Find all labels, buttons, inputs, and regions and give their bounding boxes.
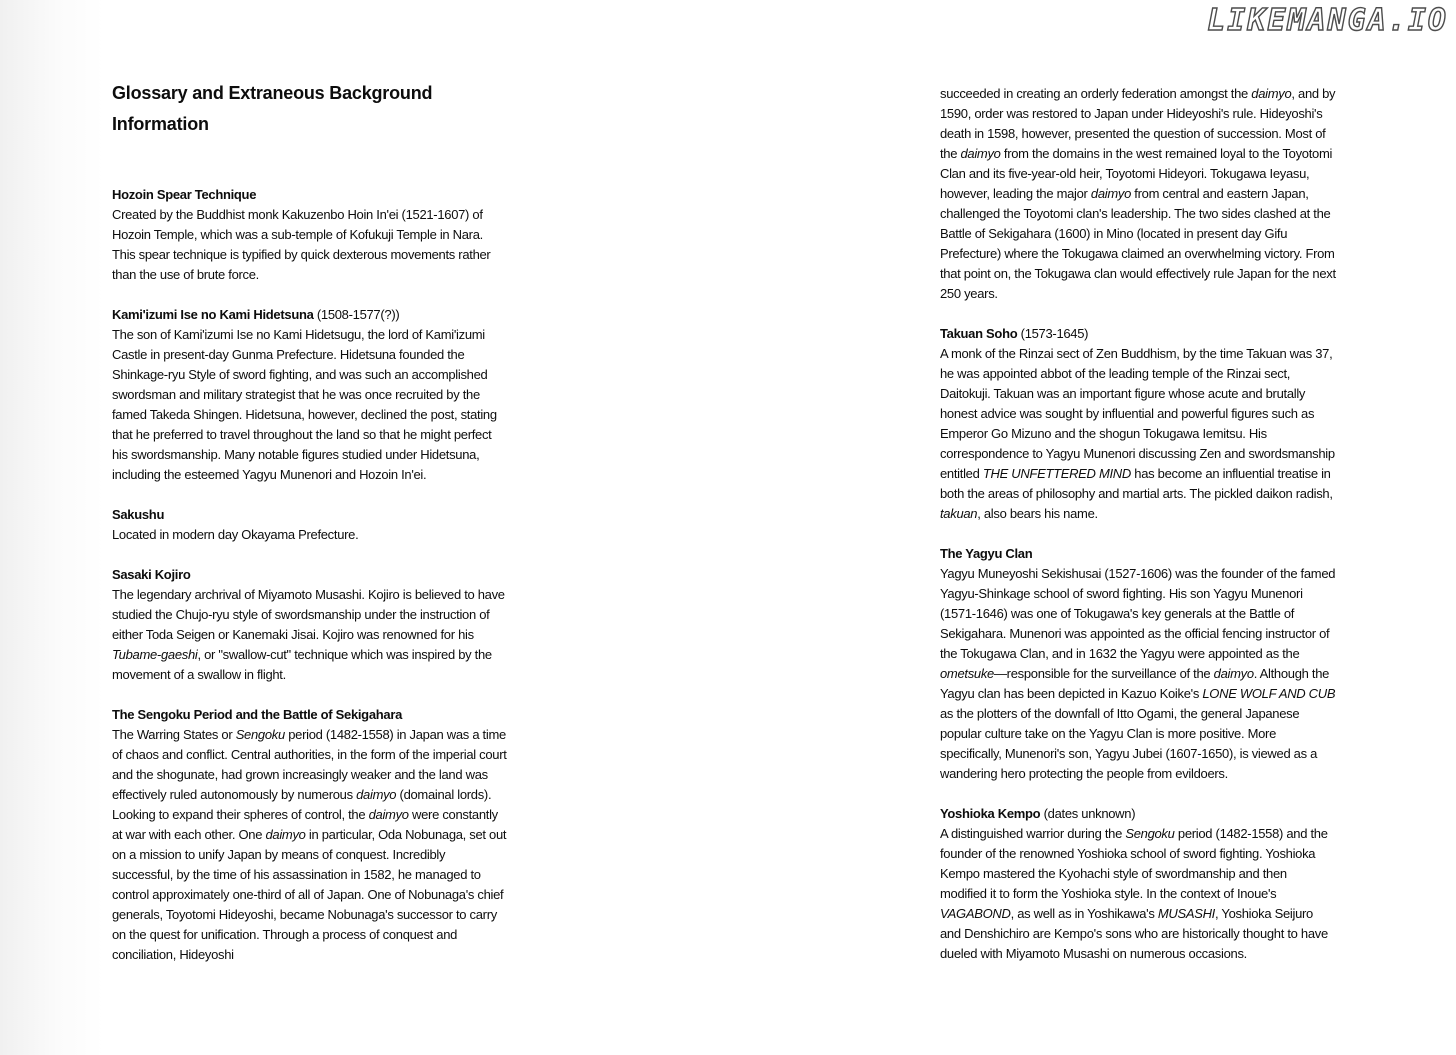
entry-term: Kami'izumi Ise no Kami Hidetsuna (1508-1577(?)) bbox=[112, 307, 400, 322]
entry-body: A distinguished warrior during the Sengoku period (1482-1558) and the founder of the renowned Yoshioka school of sword fighting. Yoshioka Kempo mastered the Kyohachi style of swordmanship and then modified it to form the Yoshioka style. In the context of Inoue's VAGABOND, as well as in Yoshikawa's MUSASHI, Yoshioka Seijuro and Denshichiro are Kempo's sons who are historically thought to have dueled with Miyamoto Musashi on numerous occasions. bbox=[940, 826, 1328, 961]
entry-body: The son of Kami'izumi Ise no Kami Hidetsugu, the lord of Kami'izumi Castle in present-day Gunma Prefecture. Hidetsuna founded the Shinkage-ryu Style of sword fighting, and was such an accomplished swordsman and military strategist that he was once recruited by the famed Takeda Shingen. Hidetsuna, however, declined the post, stating that he preferred to travel throughout the land so that he might perfect his swordsmanship. Many notable figures studied under Hidetsuna, including the esteemed Yagyu Munenori and Hozoin In'ei. bbox=[112, 327, 497, 482]
glossary-entry bbox=[940, 84, 1336, 304]
entry-term: Takuan Soho (1573-1645) bbox=[940, 326, 1089, 341]
glossary-entry bbox=[112, 505, 508, 545]
glossary-entry bbox=[112, 305, 508, 485]
entry-body: The legendary archrival of Miyamoto Musashi. Kojiro is believed to have studied the Chujo-ryu style of swordsmanship under the instruction of either Toda Seigen or Kanemaki Jisai. Kojiro was renowned for his Tubame-gaeshi, or "swallow-cut" technique which was inspired by the movement of a swallow in flight. bbox=[112, 587, 505, 682]
left-entries bbox=[112, 185, 508, 965]
entry-body: The Warring States or Sengoku period (1482-1558) in Japan was a time of chaos and conflict. Central authorities, in the form of the imperial court and the shogunate, had grown increasingly weaker and the land was effectively ruled autonomously by numerous daimyo (domainal lords). Looking to expand their spheres of control, the daimyo were constantly at war with each other. One daimyo in particular, Oda Nobunaga, set out on a mission to unify Japan by means of conquest. Incredibly successful, by the time of his assassination in 1582, he managed to control approximately one-third of all of Japan. One of Nobunaga's chief generals, Toyotomi Hideyoshi, became Nobunaga's successor to carry on the quest for unification. Through a process of conquest and conciliation, Hideyoshi bbox=[112, 727, 507, 962]
glossary-entry bbox=[112, 185, 508, 285]
entry-term: The Sengoku Period and the Battle of Sekigahara bbox=[112, 707, 403, 722]
left-column bbox=[112, 78, 508, 985]
entry-term: Sakushu bbox=[112, 507, 165, 522]
entry-term: Yoshioka Kempo (dates unknown) bbox=[940, 806, 1136, 821]
right-column bbox=[940, 84, 1336, 984]
glossary-entry bbox=[940, 324, 1336, 524]
right-entries bbox=[940, 84, 1336, 964]
entry-term: The Yagyu Clan bbox=[940, 546, 1033, 561]
page-title: Glossary and Extraneous Background Information bbox=[112, 83, 433, 134]
entry-body: Created by the Buddhist monk Kakuzenbo Hoin In'ei (1521-1607) of Hozoin Temple, which was a sub-temple of Kofukuji Temple in Nara. This spear technique is typified by quick dexterous movements rather than the use of brute force. bbox=[112, 207, 491, 282]
entry-body: Yagyu Muneyoshi Sekishusai (1527-1606) was the founder of the famed Yagyu-Shinkage school of sword fighting. His son Yagyu Munenori (1571-1646) was one of Tokugawa's key generals at the Battle of Sekigahara. Munenori was appointed as the official fencing instructor of the Tokugawa Clan, and in 1632 the Yagyu were appointed as the ometsuke—responsible for the surveillance of the daimyo. Although the Yagyu clan has been depicted in Kazuo Koike's LONE WOLF AND CUB as the plotters of the downfall of Itto Ogami, the general Japanese popular culture take on the Yagyu Clan is more positive. More specifically, Munenori's son, Yagyu Jubei (1607-1650), is viewed as a wandering hero protecting the people from evildoers. bbox=[940, 566, 1336, 781]
entry-body: Located in modern day Okayama Prefecture. bbox=[112, 527, 359, 542]
glossary-entry bbox=[112, 565, 508, 685]
entry-term: Sasaki Kojiro bbox=[112, 567, 191, 582]
entry-body: A monk of the Rinzai sect of Zen Buddhism, by the time Takuan was 37, he was appointed abbot of the leading temple of the Rinzai sect, Daitokuji. Takuan was an important figure whose acute and brutally honest advice was sought by influential and powerful figures such as Emperor Go Mizuno and the shogun Tokugawa Iemitsu. His correspondence to Yagyu Munenori discussing Zen and swordsmanship entitled THE UNFETTERED MIND has become an influential treatise in both the areas of philosophy and martial arts. The pickled daikon radish, takuan, also bears his name. bbox=[940, 346, 1335, 521]
glossary-entry bbox=[940, 804, 1336, 964]
glossary-entry bbox=[940, 544, 1336, 784]
glossary-entry bbox=[112, 705, 508, 965]
scan-edge-shading bbox=[0, 0, 104, 1055]
entry-body: succeeded in creating an orderly federation amongst the daimyo, and by 1590, order was restored to Japan under Hideyoshi's rule. Hideyoshi's death in 1598, however, presented the question of succession. Most of the daimyo from the domains in the west remained loyal to the Toyotomi Clan and its five-year-old heir, Toyotomi Hideyori. Tokugawa Ieyasu, however, leading the major daimyo from central and eastern Japan, challenged the Toyotomi clan's leadership. The two sides clashed at the Battle of Sekigahara (1600) in Mino (located in present day Gifu Prefecture) where the Tokugawa claimed an overwhelming victory. From that point on, the Tokugawa clan would effectively rule Japan for the next 250 years. bbox=[940, 86, 1336, 301]
entry-term: Hozoin Spear Technique bbox=[112, 187, 257, 202]
likemanga-watermark: LIKEMANGA.IO bbox=[1207, 3, 1448, 38]
